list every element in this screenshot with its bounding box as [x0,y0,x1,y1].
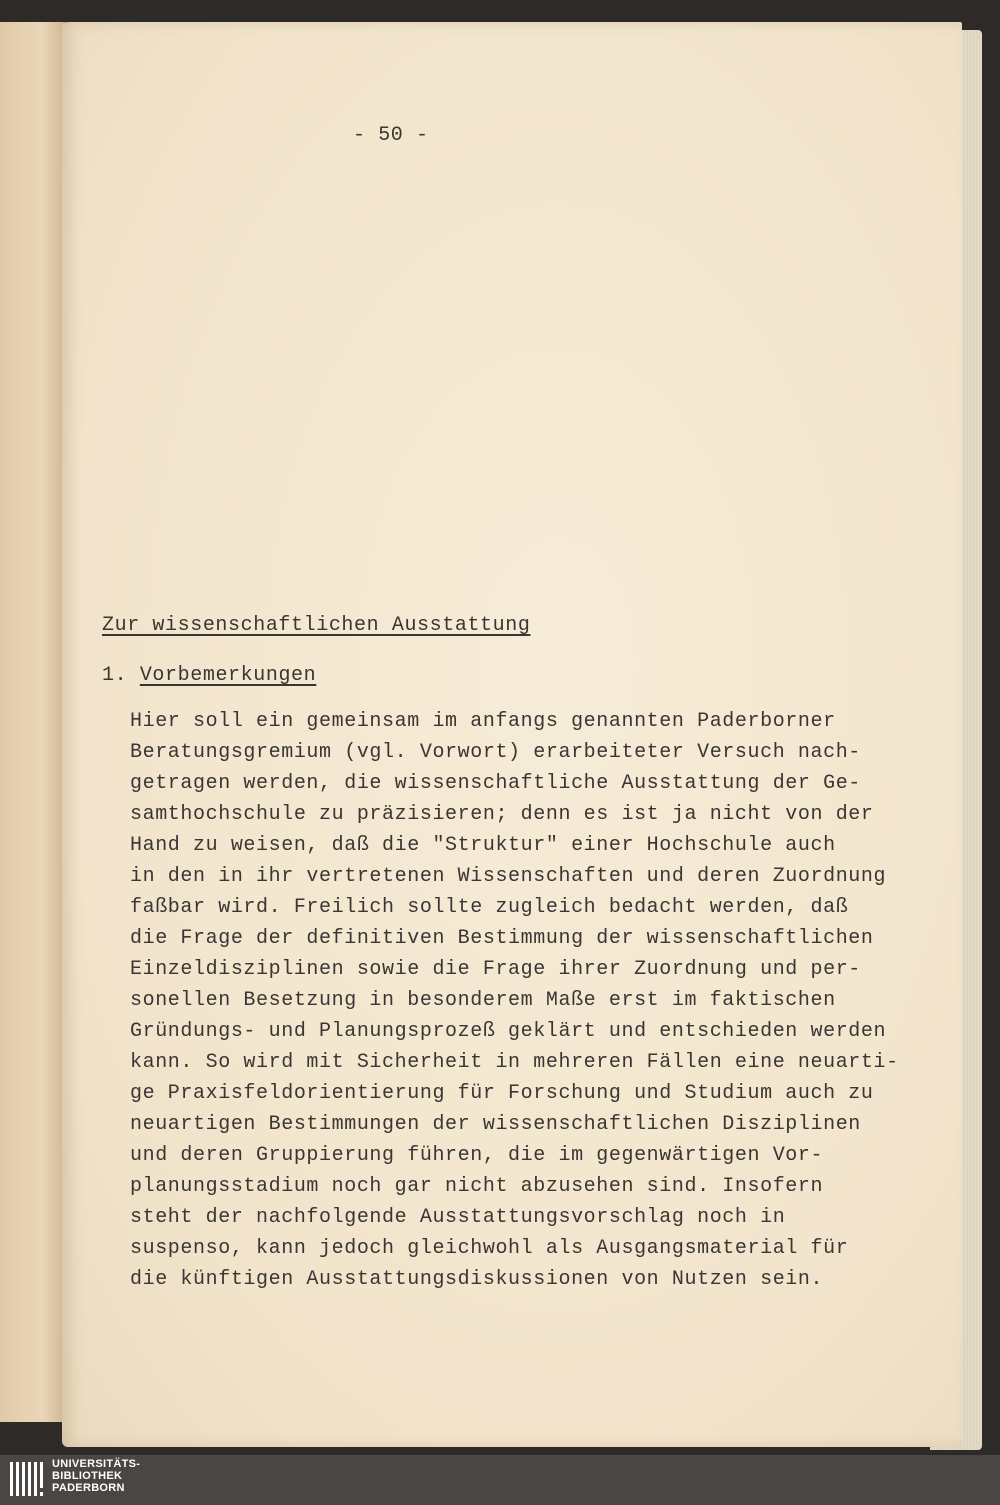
library-logo-icon [6,1458,46,1502]
facing-page-edge [0,22,70,1422]
subsection-heading [102,664,316,687]
body-line: und deren Gruppierung führen, die im gegenwärtigen Vor- [130,1144,824,1167]
body-line: Hand zu weisen, daß die "Struktur" einer Hochschule auch [130,834,836,857]
body-line: planungsstadium noch gar nicht abzusehen sind. Insofern [130,1175,824,1198]
body-paragraph [130,706,899,1295]
body-line: ge Praxisfeldorientierung für Forschung und Studium auch zu [130,1082,874,1105]
body-line: Beratungsgremium (vgl. Vorwort) erarbeiteter Versuch nach- [130,741,861,764]
body-line: kann. So wird mit Sicherheit in mehreren Fällen eine neuarti- [130,1051,899,1074]
body-line: steht der nachfolgende Ausstattungsvorschlag noch in [130,1206,786,1229]
body-line: Hier soll ein gemeinsam im anfangs genannten Paderborner [130,710,836,733]
body-line: die künftigen Ausstattungsdiskussionen von Nutzen sein. [130,1268,824,1291]
body-line: Gründungs- und Planungsprozeß geklärt und entschieden werden [130,1020,887,1043]
body-line: suspenso, kann jedoch gleichwohl als Ausgangsmaterial für [130,1237,849,1260]
body-line: faßbar wird. Freilich sollte zugleich bedacht werden, daß [130,896,849,919]
section-heading: Zur wissenschaftlichen Ausstattung [102,614,531,637]
page-number: - 50 - [353,124,429,147]
library-footer [0,1455,1000,1505]
subsection-number: 1. [102,664,128,687]
library-name [52,1458,140,1494]
library-name-line: BIBLIOTHEK [52,1470,123,1482]
body-line: sonellen Besetzung in besonderem Maße erst im faktischen [130,989,836,1012]
body-line: Einzeldisziplinen sowie die Frage ihrer Zuordnung und per- [130,958,861,981]
body-line: die Frage der definitiven Bestimmung der wissenschaftlichen [130,927,874,950]
library-name-line: PADERBORN [52,1482,125,1494]
body-line: in den in ihr vertretenen Wissenschaften und deren Zuordnung [130,865,887,888]
subsection-title: Vorbemerkungen [139,664,317,687]
document-page [62,22,962,1447]
body-line: getragen werden, die wissenschaftliche Ausstattung der Ge- [130,772,861,795]
body-line: neuartigen Bestimmungen der wissenschaftlichen Disziplinen [130,1113,861,1136]
body-line: samthochschule zu präzisieren; denn es ist ja nicht von der [130,803,874,826]
library-name-line: UNIVERSITÄTS- [52,1458,141,1470]
